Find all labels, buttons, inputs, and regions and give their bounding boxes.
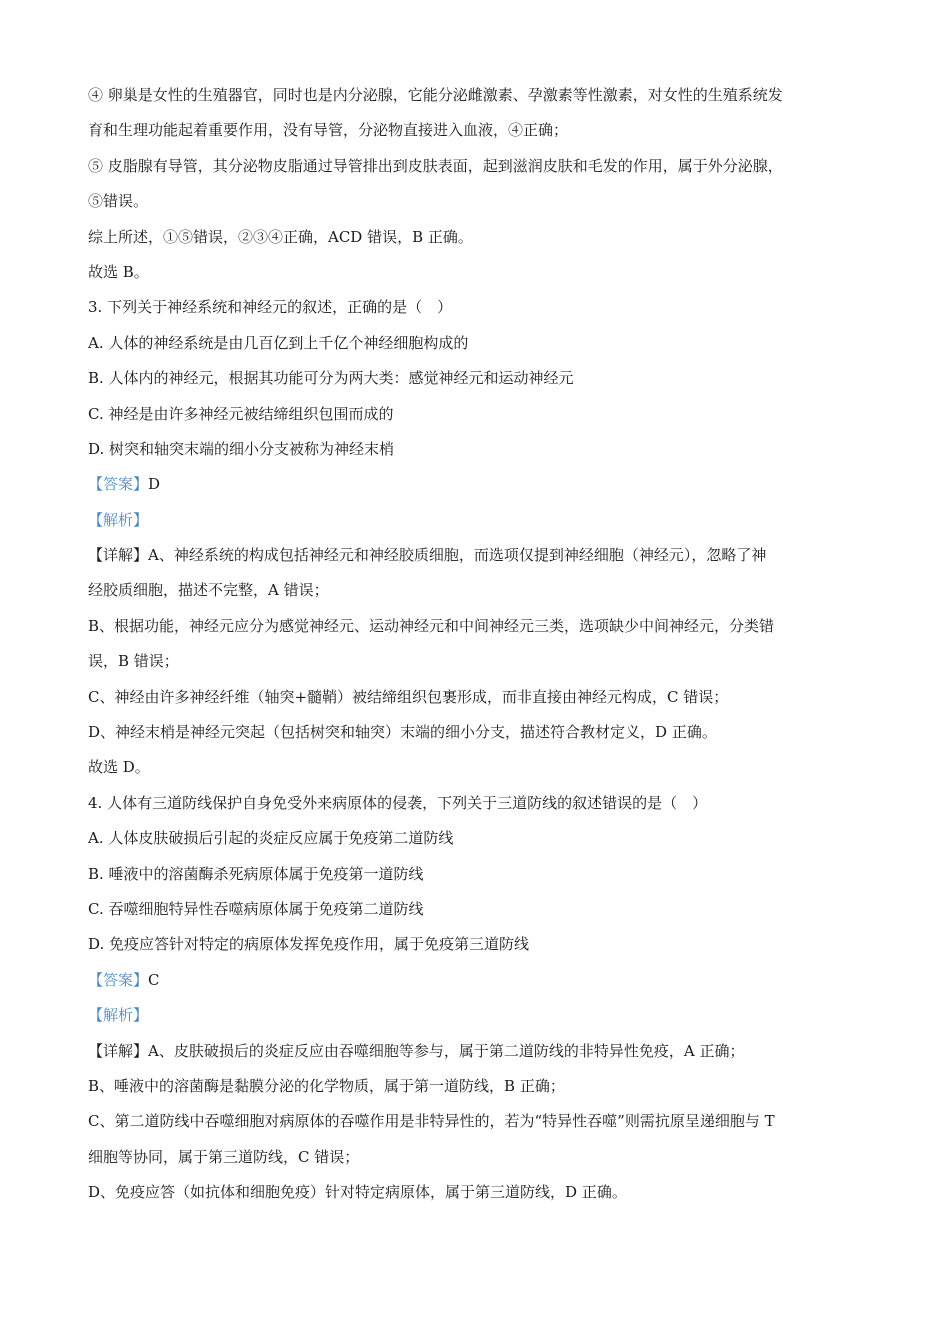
- document-page: [88, 78, 864, 1211]
- line-text: 经胶质细胞，描述不完整，A 错误；: [88, 581, 329, 600]
- line-text: 细胞等协同，属于第三道防线，C 错误；: [88, 1147, 360, 1166]
- text-line: [88, 1104, 864, 1139]
- line-text: C: [148, 970, 160, 989]
- section-tag: 【答案】: [88, 475, 149, 494]
- line-text: D、免疫应答（如抗体和细胞免疫）针对特定病原体，属于第三道防线，D 正确。: [88, 1183, 627, 1202]
- text-line: [88, 184, 864, 219]
- text-line: [88, 715, 864, 750]
- line-text: A、皮肤破损后的炎症反应由吞噬细胞等参与，属于第二道防线的非特异性免疫，A 正确；: [148, 1041, 745, 1060]
- line-text: B. 人体内的神经元，根据其功能可分为两大类：感觉神经元和运动神经元: [88, 369, 574, 388]
- line-text: A. 人体皮肤破损后引起的炎症反应属于免疫第二道防线: [88, 829, 454, 848]
- text-line: [88, 998, 864, 1033]
- text-line: [88, 680, 864, 715]
- text-line: [88, 78, 864, 113]
- section-tag: 【答案】: [88, 970, 149, 989]
- line-text: 故选 B。: [88, 262, 149, 281]
- text-line: [88, 786, 864, 821]
- text-line: [88, 113, 864, 148]
- text-line: [88, 857, 864, 892]
- text-line: [88, 1034, 864, 1069]
- line-text: 故选 D。: [88, 758, 150, 777]
- line-text: B、唾液中的溶菌酶是黏膜分泌的化学物质，属于第一道防线，B 正确；: [88, 1076, 565, 1095]
- line-text: D: [148, 475, 161, 494]
- text-line: [88, 821, 864, 856]
- text-line: [88, 1175, 864, 1210]
- text-line: [88, 927, 864, 962]
- line-text: 综上所述，①⑤错误，②③④正确，ACD 错误，B 正确。: [88, 227, 473, 246]
- line-text: C、第二道防线中吞噬细胞对病原体的吞噬作用是非特异性的，若为“特异性吞噬”则需抗原呈递细胞与 T: [88, 1112, 775, 1131]
- line-text: D、神经末梢是神经元突起（包括树突和轴突）末端的细小分支，描述符合教材定义，D 正确。: [88, 723, 717, 742]
- text-line: [88, 432, 864, 467]
- section-tag: 【详解】: [88, 546, 149, 565]
- text-line: [88, 326, 864, 361]
- text-line: [88, 149, 864, 184]
- text-line: [88, 644, 864, 679]
- line-text: C. 神经是由许多神经元被结缔组织包围而成的: [88, 404, 394, 423]
- line-text: C. 吞噬细胞特异性吞噬病原体属于免疫第二道防线: [88, 899, 424, 918]
- text-line: [88, 220, 864, 255]
- line-text: ④ 卵巢是女性的生殖器官，同时也是内分泌腺，它能分泌雌激素、孕激素等性激素，对女性的生殖系统发: [88, 86, 783, 104]
- text-line: [88, 255, 864, 290]
- line-text: A、神经系统的构成包括神经元和神经胶质细胞，而选项仅提到神经细胞（神经元），忽略了神: [148, 546, 767, 565]
- line-text: A. 人体的神经系统是由几百亿到上千亿个神经细胞构成的: [88, 333, 469, 352]
- text-line: [88, 361, 864, 396]
- line-text: 误，B 错误；: [88, 652, 179, 671]
- line-text: ⑤ 皮脂腺有导管，其分泌物皮脂通过导管排出到皮肤表面，起到滋润皮肤和毛发的作用，属于外分泌腺，: [88, 156, 783, 175]
- line-text: C、神经由许多神经纤维（轴突+髓鞘）被结缔组织包裹形成，而非直接由神经元构成，C 错误；: [88, 687, 729, 706]
- section-tag: 【详解】: [88, 1041, 149, 1060]
- line-text: 育和生理功能起着重要作用，没有导管，分泌物直接进入血液，④正确；: [88, 121, 569, 140]
- text-line: [88, 573, 864, 608]
- line-text: ⑤错误。: [88, 192, 149, 211]
- line-text: D. 树突和轴突末端的细小分支被称为神经末梢: [88, 439, 395, 458]
- line-text: B、根据功能，神经元应分为感觉神经元、运动神经元和中间神经元三类，选项缺少中间神经元，分类错: [88, 616, 775, 635]
- text-line: [88, 1140, 864, 1175]
- text-line: [88, 538, 864, 573]
- text-line: [88, 290, 864, 325]
- text-line: [88, 1069, 864, 1104]
- section-tag: 【解析】: [88, 1006, 149, 1025]
- line-text: B. 唾液中的溶菌酶杀死病原体属于免疫第一道防线: [88, 864, 424, 883]
- text-line: [88, 503, 864, 538]
- text-line: [88, 467, 864, 502]
- text-line: [88, 609, 864, 644]
- text-line: [88, 750, 864, 785]
- text-line: [88, 397, 864, 432]
- line-text: 3. 下列关于神经系统和神经元的叙述，正确的是（ ）: [88, 298, 453, 317]
- line-text: 4. 人体有三道防线保护自身免受外来病原体的侵袭，下列关于三道防线的叙述错误的是（ ）: [88, 793, 708, 812]
- text-line: [88, 963, 864, 998]
- line-text: D. 免疫应答针对特定的病原体发挥免疫作用，属于免疫第三道防线: [88, 935, 530, 954]
- text-line: [88, 892, 864, 927]
- section-tag: 【解析】: [88, 510, 149, 529]
